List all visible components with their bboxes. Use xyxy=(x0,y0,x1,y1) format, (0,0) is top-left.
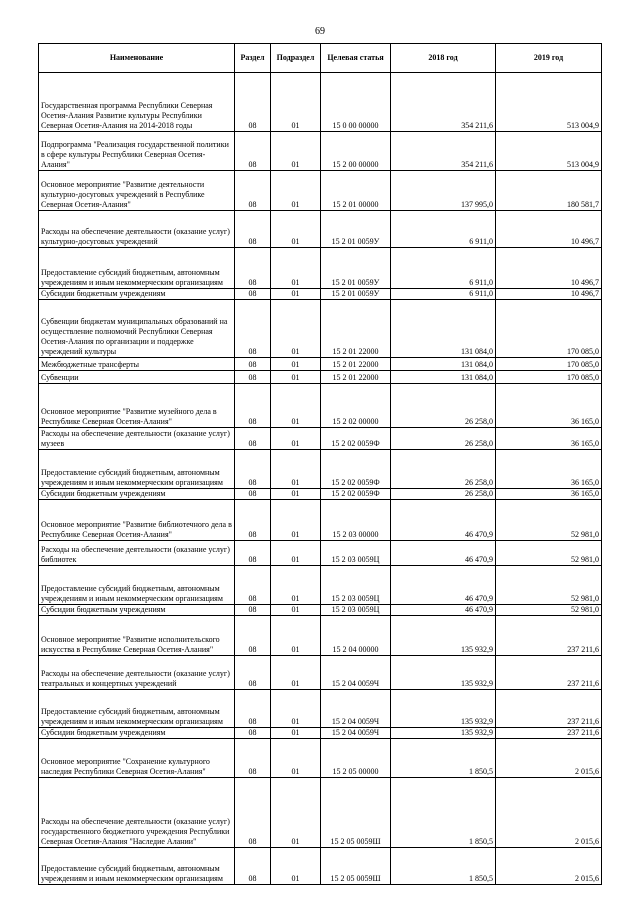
row-2019-cell: 52 981,0 xyxy=(496,541,602,566)
row-subsection-cell: 01 xyxy=(271,289,321,300)
row-subsection-cell: 01 xyxy=(271,778,321,848)
row-target-cell: 15 2 01 22000 xyxy=(321,358,391,371)
table-row xyxy=(39,358,602,371)
row-2019-cell: 237 211,6 xyxy=(496,728,602,739)
row-name-cell: Основное мероприятие "Развитие музейного дела в Республике Северная Осетия-Алания" xyxy=(39,384,235,428)
row-target-cell: 15 2 03 0059Ц xyxy=(321,541,391,566)
row-2018-cell: 1 850,5 xyxy=(391,848,496,885)
table-row xyxy=(39,541,602,566)
header-section: Раздел xyxy=(235,44,271,73)
row-name-cell: Предоставление субсидий бюджетным, автономным учреждениям и иным некоммерческим организациям xyxy=(39,690,235,728)
row-target-cell: 15 2 01 0059У xyxy=(321,289,391,300)
table-row xyxy=(39,211,602,248)
row-2019-cell: 170 085,0 xyxy=(496,300,602,358)
page-number: 69 xyxy=(315,26,325,37)
row-section-cell: 08 xyxy=(235,566,271,605)
row-2019-cell: 2 015,6 xyxy=(496,778,602,848)
row-name-cell: Предоставление субсидий бюджетным, автономным учреждениям и иным некоммерческим организациям xyxy=(39,848,235,885)
row-2018-cell: 6 911,0 xyxy=(391,211,496,248)
row-2019-cell: 10 496,7 xyxy=(496,248,602,289)
row-section-cell: 08 xyxy=(235,248,271,289)
table-row xyxy=(39,289,602,300)
row-2018-cell: 6 911,0 xyxy=(391,289,496,300)
row-section-cell: 08 xyxy=(235,605,271,616)
row-2018-cell: 135 932,9 xyxy=(391,690,496,728)
row-name-cell: Расходы на обеспечение деятельности (оказание услуг) государственного бюджетного учреждения Республики Северная Осетия-Алания "Наследие Алании" xyxy=(39,778,235,848)
row-2019-cell: 10 496,7 xyxy=(496,289,602,300)
row-2019-cell: 36 165,0 xyxy=(496,450,602,489)
table-row xyxy=(39,739,602,778)
row-target-cell: 15 2 01 0059У xyxy=(321,211,391,248)
row-name-cell: Основное мероприятие "Развитие библиотечного дела в Республике Северная Осетия-Алания" xyxy=(39,500,235,541)
row-target-cell: 15 2 03 00000 xyxy=(321,500,391,541)
row-target-cell: 15 2 03 0059Ц xyxy=(321,605,391,616)
row-section-cell: 08 xyxy=(235,848,271,885)
row-subsection-cell: 01 xyxy=(271,605,321,616)
row-section-cell: 08 xyxy=(235,358,271,371)
row-2019-cell: 36 165,0 xyxy=(496,384,602,428)
row-section-cell: 08 xyxy=(235,739,271,778)
row-section-cell: 08 xyxy=(235,656,271,690)
header-2019: 2019 год xyxy=(496,44,602,73)
row-name-cell: Предоставление субсидий бюджетным, автономным учреждениям и иным некоммерческим организациям xyxy=(39,248,235,289)
table-row xyxy=(39,500,602,541)
table-row xyxy=(39,489,602,500)
table-header-row xyxy=(39,44,602,73)
row-2018-cell: 131 084,0 xyxy=(391,300,496,358)
row-name-cell: Субсидии бюджетным учреждениям xyxy=(39,489,235,500)
row-2019-cell: 237 211,6 xyxy=(496,656,602,690)
row-2019-cell: 170 085,0 xyxy=(496,358,602,371)
table-row xyxy=(39,132,602,171)
row-2018-cell: 46 470,9 xyxy=(391,566,496,605)
row-section-cell: 08 xyxy=(235,450,271,489)
table-row xyxy=(39,73,602,132)
row-target-cell: 15 0 00 00000 xyxy=(321,73,391,132)
row-target-cell: 15 2 05 0059Ш xyxy=(321,778,391,848)
row-subsection-cell: 01 xyxy=(271,371,321,384)
table-row xyxy=(39,384,602,428)
row-name-cell: Субсидии бюджетным учреждениям xyxy=(39,728,235,739)
table-row xyxy=(39,171,602,211)
table-row xyxy=(39,248,602,289)
row-2019-cell: 237 211,6 xyxy=(496,616,602,656)
row-subsection-cell: 01 xyxy=(271,848,321,885)
row-2018-cell: 46 470,9 xyxy=(391,541,496,566)
row-target-cell: 15 2 03 0059Ц xyxy=(321,566,391,605)
row-subsection-cell: 01 xyxy=(271,132,321,171)
row-2019-cell: 36 165,0 xyxy=(496,489,602,500)
row-2019-cell: 170 085,0 xyxy=(496,371,602,384)
row-subsection-cell: 01 xyxy=(271,566,321,605)
row-target-cell: 15 2 00 00000 xyxy=(321,132,391,171)
row-name-cell: Основное мероприятие "Развитие деятельности культурно-досуговых учреждений в Республике Северная Осетия-Алания" xyxy=(39,171,235,211)
row-name-cell: Подпрограмма "Реализация государственной политики в сфере культуры Республики Северная Осетия-Алания" xyxy=(39,132,235,171)
table-row xyxy=(39,778,602,848)
row-subsection-cell: 01 xyxy=(271,248,321,289)
row-name-cell: Субсидии бюджетным учреждениям xyxy=(39,289,235,300)
row-subsection-cell: 01 xyxy=(271,500,321,541)
row-2019-cell: 10 496,7 xyxy=(496,211,602,248)
header-2018: 2018 год xyxy=(391,44,496,73)
row-target-cell: 15 2 02 0059Ф xyxy=(321,428,391,450)
row-2019-cell: 237 211,6 xyxy=(496,690,602,728)
row-subsection-cell: 01 xyxy=(271,73,321,132)
table-row xyxy=(39,371,602,384)
row-target-cell: 15 2 02 0059Ф xyxy=(321,489,391,500)
row-2018-cell: 6 911,0 xyxy=(391,248,496,289)
row-subsection-cell: 01 xyxy=(271,428,321,450)
row-section-cell: 08 xyxy=(235,384,271,428)
row-name-cell: Основное мероприятие "Развитие исполнительского искусства в Республике Северная Осетия-Алания" xyxy=(39,616,235,656)
row-2019-cell: 52 981,0 xyxy=(496,566,602,605)
row-subsection-cell: 01 xyxy=(271,300,321,358)
table-row xyxy=(39,848,602,885)
row-section-cell: 08 xyxy=(235,289,271,300)
row-2019-cell: 2 015,6 xyxy=(496,848,602,885)
row-subsection-cell: 01 xyxy=(271,171,321,211)
row-target-cell: 15 2 02 00000 xyxy=(321,384,391,428)
row-2018-cell: 354 211,6 xyxy=(391,132,496,171)
row-target-cell: 15 2 04 0059Ч xyxy=(321,728,391,739)
table-row xyxy=(39,428,602,450)
row-name-cell: Расходы на обеспечение деятельности (оказание услуг) культурно-досуговых учреждений xyxy=(39,211,235,248)
row-section-cell: 08 xyxy=(235,778,271,848)
row-name-cell: Предоставление субсидий бюджетным, автономным учреждениям и иным некоммерческим организациям xyxy=(39,566,235,605)
table-row xyxy=(39,450,602,489)
row-name-cell: Субвенции бюджетам муниципальных образований на осуществление полномочий Республики Северная Осетия-Алания по организации и поддержке учреждений культуры xyxy=(39,300,235,358)
row-2019-cell: 513 004,9 xyxy=(496,73,602,132)
row-section-cell: 08 xyxy=(235,211,271,248)
header-target: Целевая статья xyxy=(321,44,391,73)
header-name: Наименование xyxy=(39,44,235,73)
table-row xyxy=(39,566,602,605)
row-target-cell: 15 2 01 00000 xyxy=(321,171,391,211)
row-section-cell: 08 xyxy=(235,690,271,728)
row-name-cell: Расходы на обеспечение деятельности (оказание услуг) музеев xyxy=(39,428,235,450)
row-2018-cell: 135 932,9 xyxy=(391,728,496,739)
row-target-cell: 15 2 05 00000 xyxy=(321,739,391,778)
row-2018-cell: 46 470,9 xyxy=(391,500,496,541)
row-name-cell: Субвенции xyxy=(39,371,235,384)
row-target-cell: 15 2 01 22000 xyxy=(321,371,391,384)
row-subsection-cell: 01 xyxy=(271,358,321,371)
row-subsection-cell: 01 xyxy=(271,384,321,428)
row-section-cell: 08 xyxy=(235,171,271,211)
row-name-cell: Расходы на обеспечение деятельности (оказание услуг) театральных и концертных учреждений xyxy=(39,656,235,690)
row-2019-cell: 180 581,7 xyxy=(496,171,602,211)
row-2019-cell: 513 004,9 xyxy=(496,132,602,171)
row-2018-cell: 1 850,5 xyxy=(391,739,496,778)
row-name-cell: Основное мероприятие "Сохранение культурного наследия Республики Северная Осетия-Алания" xyxy=(39,739,235,778)
row-2018-cell: 1 850,5 xyxy=(391,778,496,848)
row-section-cell: 08 xyxy=(235,489,271,500)
row-target-cell: 15 2 05 0059Ш xyxy=(321,848,391,885)
table-row xyxy=(39,656,602,690)
table-row xyxy=(39,616,602,656)
row-subsection-cell: 01 xyxy=(271,211,321,248)
row-name-cell: Предоставление субсидий бюджетным, автономным учреждениям и иным некоммерческим организациям xyxy=(39,450,235,489)
row-2018-cell: 135 932,9 xyxy=(391,616,496,656)
row-target-cell: 15 2 02 0059Ф xyxy=(321,450,391,489)
row-target-cell: 15 2 04 0059Ч xyxy=(321,690,391,728)
row-target-cell: 15 2 04 0059Ч xyxy=(321,656,391,690)
row-subsection-cell: 01 xyxy=(271,616,321,656)
header-subsection: Подраздел xyxy=(271,44,321,73)
row-section-cell: 08 xyxy=(235,616,271,656)
budget-table xyxy=(38,43,602,885)
row-section-cell: 08 xyxy=(235,132,271,171)
row-subsection-cell: 01 xyxy=(271,656,321,690)
row-2018-cell: 46 470,9 xyxy=(391,605,496,616)
row-2018-cell: 26 258,0 xyxy=(391,489,496,500)
row-subsection-cell: 01 xyxy=(271,541,321,566)
row-section-cell: 08 xyxy=(235,500,271,541)
row-2018-cell: 135 932,9 xyxy=(391,656,496,690)
row-section-cell: 08 xyxy=(235,300,271,358)
row-2018-cell: 26 258,0 xyxy=(391,428,496,450)
row-subsection-cell: 01 xyxy=(271,450,321,489)
row-name-cell: Межбюджетные трансферты xyxy=(39,358,235,371)
row-2019-cell: 52 981,0 xyxy=(496,605,602,616)
row-name-cell: Расходы на обеспечение деятельности (оказание услуг) библиотек xyxy=(39,541,235,566)
row-section-cell: 08 xyxy=(235,541,271,566)
row-2018-cell: 26 258,0 xyxy=(391,384,496,428)
row-section-cell: 08 xyxy=(235,428,271,450)
row-section-cell: 08 xyxy=(235,728,271,739)
table-row xyxy=(39,728,602,739)
row-target-cell: 15 2 01 0059У xyxy=(321,248,391,289)
table-row xyxy=(39,300,602,358)
row-section-cell: 08 xyxy=(235,371,271,384)
row-2018-cell: 354 211,6 xyxy=(391,73,496,132)
row-2018-cell: 26 258,0 xyxy=(391,450,496,489)
row-subsection-cell: 01 xyxy=(271,739,321,778)
row-2018-cell: 131 084,0 xyxy=(391,358,496,371)
row-target-cell: 15 2 04 00000 xyxy=(321,616,391,656)
table-row xyxy=(39,690,602,728)
row-name-cell: Государственная программа Республики Северная Осетия-Алания Развитие культуры Республики Северная Осетия-Алания на 2014-2018 годы xyxy=(39,73,235,132)
table-row xyxy=(39,605,602,616)
row-2019-cell: 36 165,0 xyxy=(496,428,602,450)
row-2019-cell: 2 015,6 xyxy=(496,739,602,778)
row-subsection-cell: 01 xyxy=(271,690,321,728)
row-2018-cell: 137 995,0 xyxy=(391,171,496,211)
row-subsection-cell: 01 xyxy=(271,728,321,739)
row-subsection-cell: 01 xyxy=(271,489,321,500)
row-name-cell: Субсидии бюджетным учреждениям xyxy=(39,605,235,616)
row-section-cell: 08 xyxy=(235,73,271,132)
row-target-cell: 15 2 01 22000 xyxy=(321,300,391,358)
row-2019-cell: 52 981,0 xyxy=(496,500,602,541)
row-2018-cell: 131 084,0 xyxy=(391,371,496,384)
